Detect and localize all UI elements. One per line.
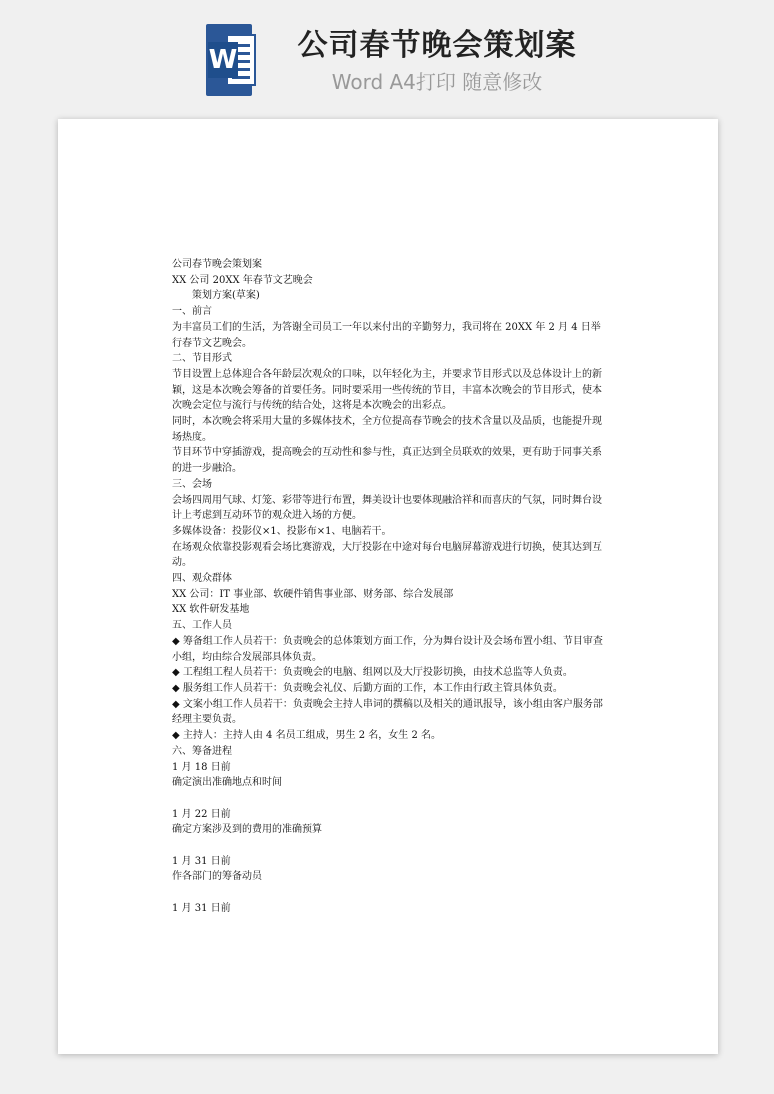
doc-bullet: ◆ 工程组工程人员若干：负责晚会的电脑、组网以及大厅投影切换，由技术总监等人负责。 [172, 667, 573, 679]
doc-date: 1 月 22 日前 [172, 808, 231, 820]
doc-line: XX 公司 20XX 年春节文艺晚会 [172, 274, 313, 286]
document-body [172, 257, 608, 916]
document-page [58, 119, 718, 1054]
blank-line [172, 838, 608, 854]
doc-heading: 一、前言 [172, 306, 212, 318]
doc-paragraph: XX 软件研发基地 [172, 604, 250, 616]
doc-paragraph: 同时，本次晚会将采用大量的多媒体技术，全方位提高春节晚会的技术含量以及品质，也能提升现场热度。 [172, 416, 602, 443]
doc-bullet: ◆ 文案小组工作人员若干：负责晚会主持人串词的撰稿以及相关的通讯报导，该小组由客户服务部经理主要负责。 [172, 698, 603, 726]
doc-paragraph: XX 公司：IT 事业部、软硬件销售事业部、财务部、综合发展部 [172, 588, 454, 600]
doc-heading: 四、观众群体 [172, 573, 232, 585]
doc-bullet: ◆ 服务组工作人员若干：负责晚会礼仪、后勤方面的工作，本工作由行政主管具体负责。 [172, 682, 563, 694]
doc-paragraph: 会场四周用气球、灯笼、彩带等进行布置，舞美设计也要体现融洽祥和而喜庆的气氛，同时舞台设计上考虑到互动环节的观众进入场的方便。 [172, 494, 602, 522]
doc-paragraph: 在场观众依靠投影观看会场比赛游戏，大厅投影在中途对每台电脑屏幕游戏进行切换，使其达到互动。 [172, 541, 602, 569]
doc-heading: 五、工作人员 [172, 620, 232, 632]
doc-line: 策划方案(草案) [192, 290, 260, 302]
doc-date: 1 月 31 日前 [172, 902, 231, 914]
doc-paragraph: 确定方案涉及到的费用的准确预算 [172, 824, 322, 836]
logo-letter: W [208, 42, 238, 78]
word-document-icon [206, 24, 252, 96]
doc-paragraph: 为丰富员工们的生活，为答谢全司员工一年以来付出的辛勤努力，我司将在 20XX 年 2 月 4 日举行春节文艺晚会。 [172, 321, 601, 349]
blank-line [172, 791, 608, 807]
doc-paragraph: 确定演出准确地点和时间 [172, 777, 282, 789]
doc-heading: 六、筹备进程 [172, 745, 232, 757]
doc-paragraph: 节目环节中穿插游戏，提高晚会的互动性和参与性，真正达到全员联欢的效果，更有助于同事关系的进一步融洽。 [172, 447, 602, 475]
doc-bullet: ◆ 主持人：主持人由 4 名员工组成，男生 2 名，女生 2 名。 [172, 730, 442, 742]
page-title: 公司春节晚会策划案 [297, 28, 577, 63]
header [0, 0, 774, 110]
doc-line: 公司春节晚会策划案 [172, 259, 262, 270]
doc-date: 1 月 18 日前 [172, 761, 231, 773]
doc-heading: 三、会场 [172, 478, 212, 490]
doc-heading: 二、节目形式 [172, 353, 232, 365]
doc-paragraph: 多媒体设备：投影仪×1、投影布×1、电脑若干。 [172, 525, 392, 537]
page-subtitle: Word A4打印 随意修改 [331, 70, 543, 94]
doc-paragraph: 节目设置上总体迎合各年龄层次观众的口味，以年轻化为主，并要求节目形式以及总体设计上的新颖，这是本次晚会筹备的首要任务。同时要采用一些传统的节目，丰富本次晚会的节目形式，使本次晚会定位与流行与传统的结合处，这将是本次晚会的出彩点。 [172, 368, 602, 412]
doc-bullet: ◆ 筹备组工作人员若干：负责晚会的总体策划方面工作，分为舞台设计及会场布置小组、节目审查小组，均由综合发展部具体负责。 [172, 635, 603, 663]
doc-paragraph: 作各部门的筹备动员 [172, 871, 262, 883]
blank-line [172, 885, 608, 901]
doc-date: 1 月 31 日前 [172, 855, 231, 867]
